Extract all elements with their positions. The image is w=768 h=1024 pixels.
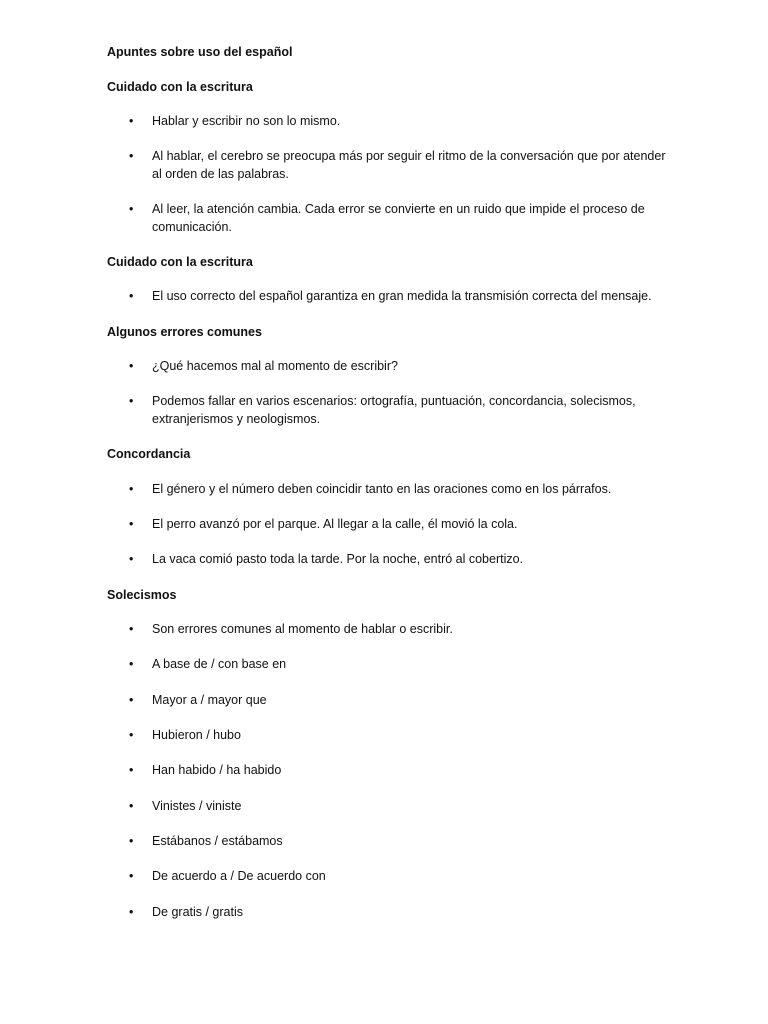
list-item [107, 727, 672, 745]
list-item [107, 868, 672, 886]
bullet-icon: • [129, 202, 134, 217]
bullet-icon: • [129, 869, 134, 884]
list-item [107, 833, 672, 851]
list-item-text: Al hablar, el cerebro se preocupa más por seguir el ritmo de la conversación que por atender al orden de las palabras. [152, 149, 666, 181]
list-item-text: Hablar y escribir no son lo mismo. [152, 114, 341, 128]
list-item [107, 762, 672, 780]
list-item-text: Hubieron / hubo [152, 728, 241, 743]
section-heading: Cuidado con la escritura [107, 79, 253, 94]
list-item [107, 798, 672, 816]
list-item [107, 288, 672, 306]
bullet-icon: • [129, 517, 134, 532]
list-item-text: Son errores comunes al momento de hablar o escribir. [152, 622, 453, 637]
bullet-icon: • [129, 728, 134, 743]
section [107, 79, 707, 237]
list-item [107, 516, 672, 534]
bullet-icon: • [129, 622, 134, 637]
section [107, 446, 707, 569]
bullet-icon: • [129, 798, 134, 813]
section [107, 587, 707, 921]
list-item [107, 656, 672, 674]
bullet-list [107, 621, 707, 921]
bullet-icon: • [129, 763, 134, 778]
bullet-icon: • [129, 149, 134, 164]
list-item [107, 692, 672, 710]
list-item-text: Podemos fallar en varios escenarios: ortografía, puntuación, concordancia, solecismos, extranjerismos y neologismos. [152, 394, 636, 426]
list-item-text: El género y el número deben coincidir tanto en las oraciones como en los párrafos. [152, 481, 612, 496]
list-item-text: ¿Qué hacemos mal al momento de escribir? [152, 359, 398, 374]
document-body [107, 79, 707, 922]
section-heading: Concordancia [107, 447, 191, 462]
list-item-text: A base de / con base en [152, 657, 287, 672]
list-item [107, 621, 672, 639]
section-heading: Cuidado con la escritura [107, 254, 253, 269]
list-item-text: El uso correcto del español garantiza en gran medida la transmisión correcta del mensaje. [152, 289, 652, 304]
section [107, 254, 707, 306]
list-item-text: Al leer, la atención cambia. Cada error se convierte en un ruido que impide el proceso de comunicación. [152, 202, 645, 234]
list-item [107, 393, 672, 428]
list-item [107, 201, 672, 236]
bullet-icon: • [129, 114, 134, 128]
list-item [107, 148, 672, 183]
list-item-text: Mayor a / mayor que [152, 692, 267, 707]
document-page [107, 44, 707, 939]
list-item [107, 551, 672, 569]
list-item [107, 481, 672, 499]
list-item-text: De acuerdo a / De acuerdo con [152, 869, 326, 884]
list-item-text: Han habido / ha habido [152, 763, 282, 778]
bullet-icon: • [129, 552, 134, 567]
bullet-icon: • [129, 904, 134, 919]
bullet-list [107, 358, 707, 428]
section-heading: Algunos errores comunes [107, 324, 262, 339]
bullet-list [107, 288, 707, 306]
bullet-icon: • [129, 394, 134, 409]
bullet-icon: • [129, 481, 134, 496]
bullet-icon: • [129, 692, 134, 707]
bullet-icon: • [129, 289, 134, 304]
document-title: Apuntes sobre uso del español [107, 45, 293, 59]
bullet-icon: • [129, 359, 134, 374]
section [107, 324, 707, 429]
bullet-icon: • [129, 657, 134, 672]
list-item [107, 358, 672, 376]
list-item-text: De gratis / gratis [152, 904, 244, 919]
list-item-text: El perro avanzó por el parque. Al llegar a la calle, él movió la cola. [152, 517, 518, 532]
list-item [107, 113, 672, 131]
list-item [107, 904, 672, 922]
bullet-list [107, 481, 707, 569]
bullet-list [107, 113, 707, 236]
section-heading: Solecismos [107, 587, 177, 602]
list-item-text: La vaca comió pasto toda la tarde. Por la noche, entró al cobertizo. [152, 552, 524, 567]
list-item-text: Vinistes / viniste [152, 798, 242, 813]
list-item-text: Estábanos / estábamos [152, 833, 283, 848]
bullet-icon: • [129, 833, 134, 848]
